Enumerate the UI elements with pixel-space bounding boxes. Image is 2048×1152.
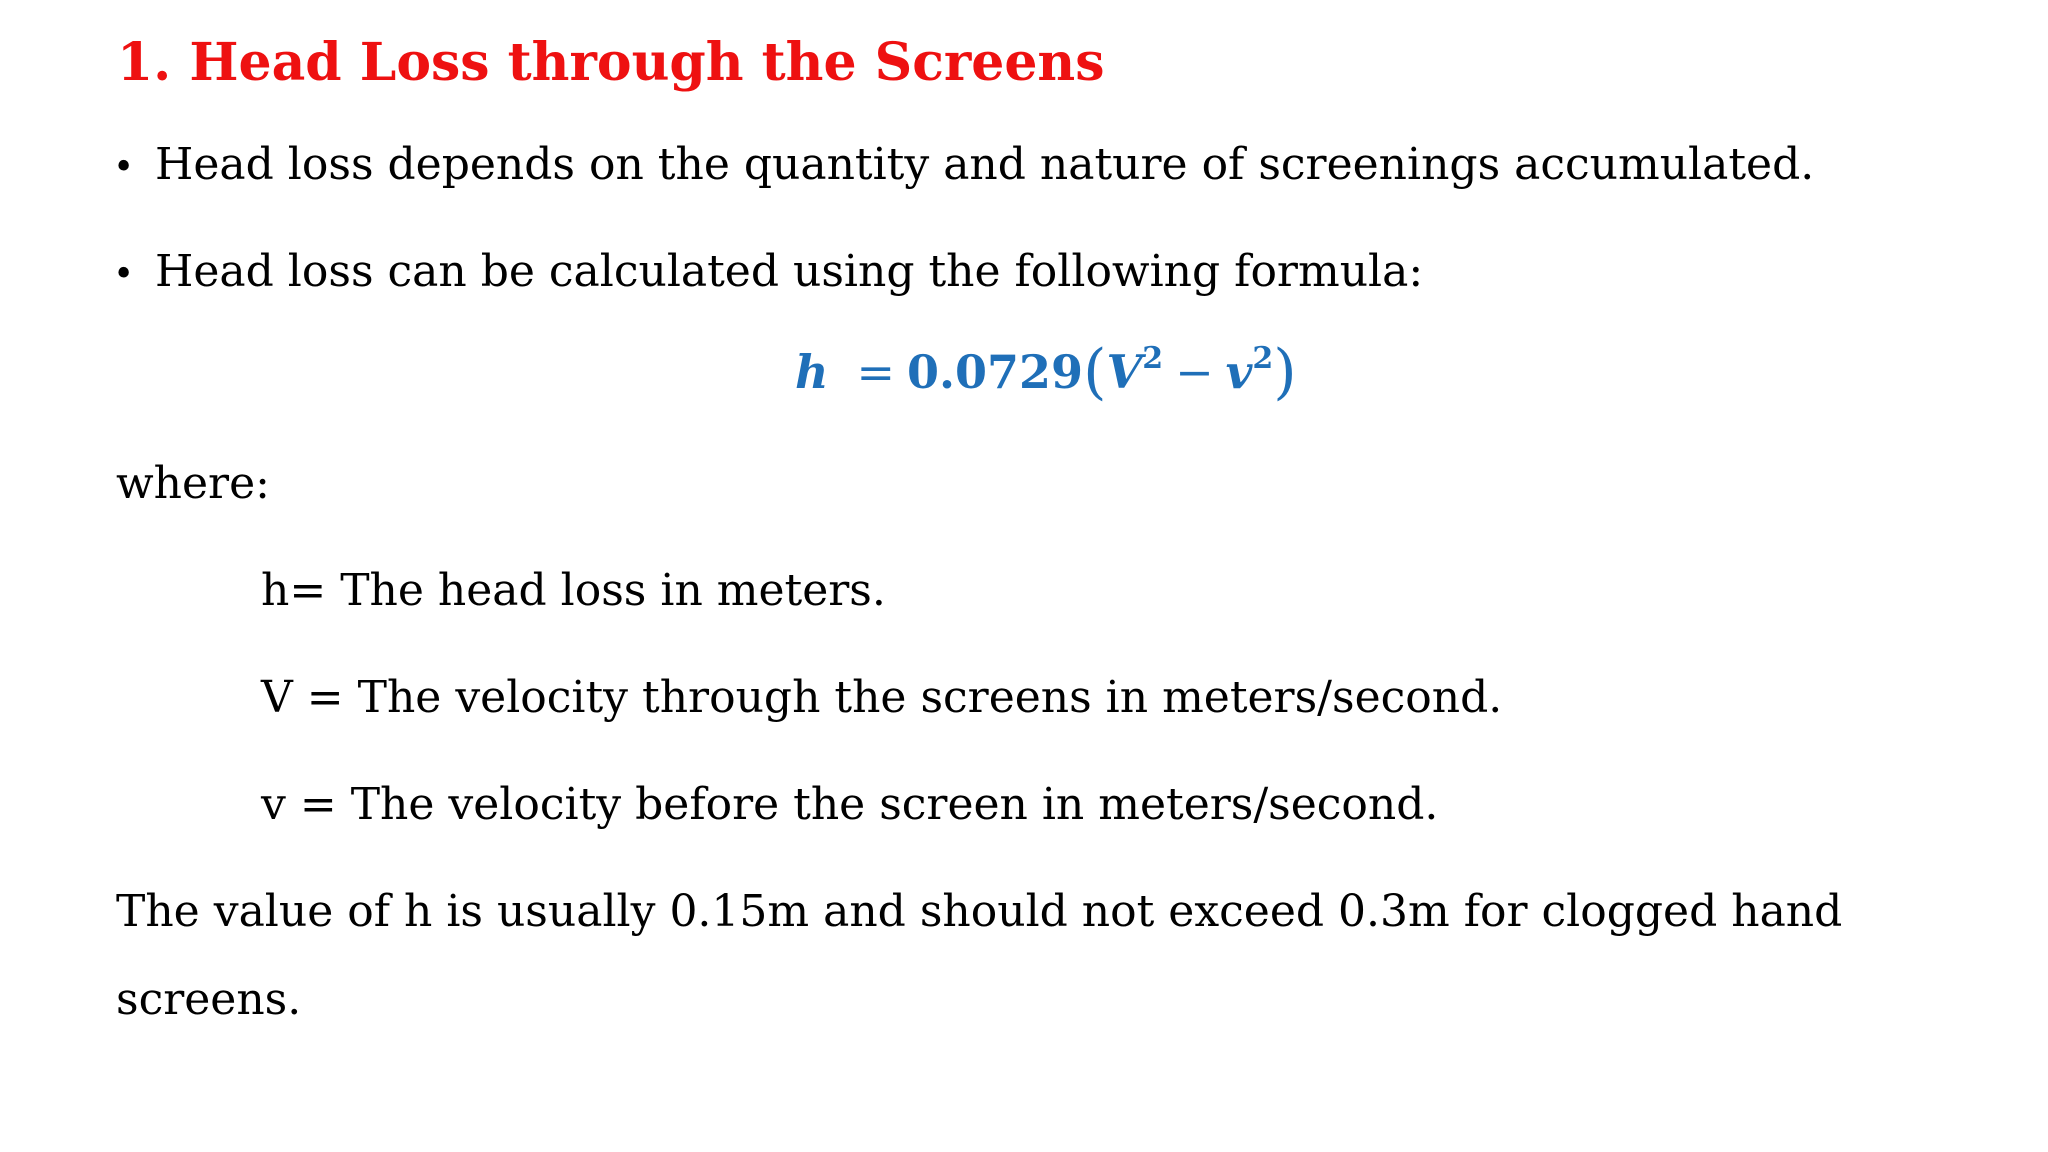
note-line-2: screens.: [116, 974, 302, 1025]
definition-v: v = The velocity before the screen in meters/second.: [261, 779, 1439, 830]
bullet-item: [113, 242, 1423, 305]
formula-coefficient: 0.0729: [907, 345, 1084, 399]
bullet-icon: •: [113, 254, 135, 295]
formula-var-b: v: [1225, 345, 1253, 399]
formula-equals: =: [856, 345, 896, 399]
definition-h: h= The head loss in meters.: [261, 565, 886, 616]
formula-lhs: h: [795, 345, 829, 399]
bullet-text: Head loss depends on the quantity and nature of screenings accumulated.: [155, 139, 1815, 190]
bullet-item: [113, 135, 1814, 198]
definition-V: V = The velocity through the screens in meters/second.: [261, 672, 1503, 723]
where-label: where:: [116, 458, 270, 509]
formula-close-paren: ): [1273, 337, 1297, 407]
formula-exp-b: 2: [1252, 341, 1274, 376]
bullet-icon: •: [113, 147, 135, 188]
slide-title: 1. Head Loss through the Screens: [117, 32, 1105, 93]
formula-var-a: V: [1106, 345, 1143, 399]
head-loss-formula: [795, 336, 1297, 408]
formula-exp-a: 2: [1142, 341, 1164, 376]
formula-minus: −: [1175, 345, 1214, 399]
bullet-text: Head loss can be calculated using the following formula:: [155, 246, 1424, 297]
note-line-1: The value of h is usually 0.15m and should not exceed 0.3m for clogged hand: [116, 886, 1843, 937]
formula-open-paren: (: [1083, 337, 1107, 407]
